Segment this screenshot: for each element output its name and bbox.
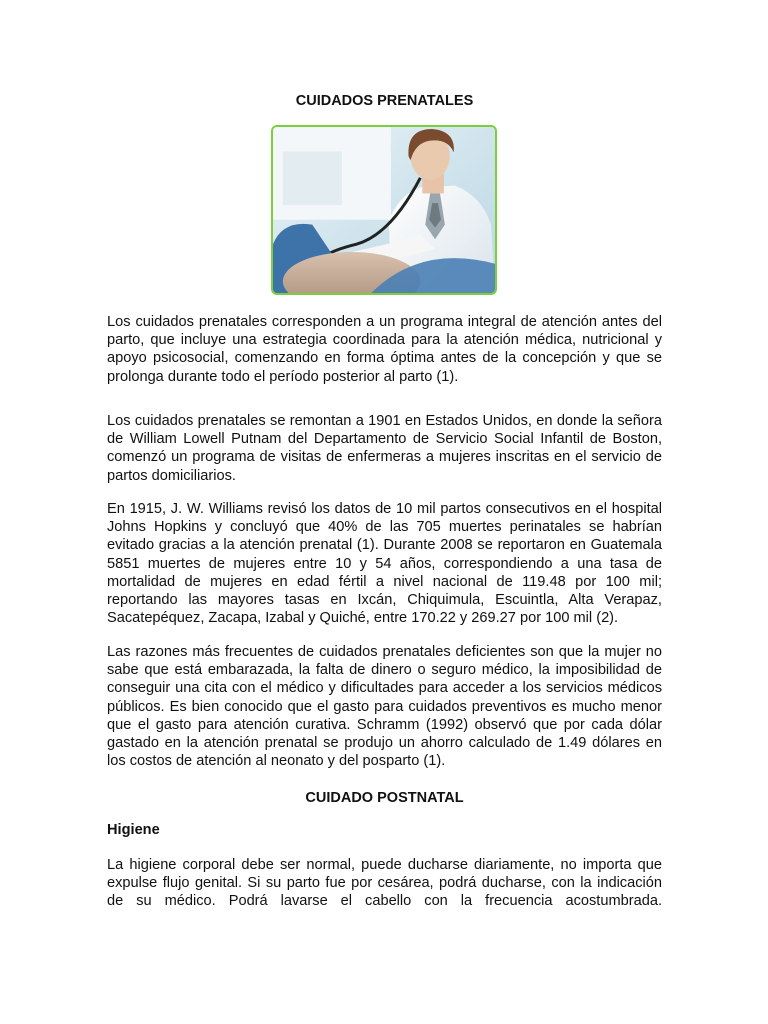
section-title-postnatal: CUIDADO POSTNATAL: [305, 790, 464, 806]
paragraph-4: Las razones más frecuentes de cuidados prenatales deficientes son que la mujer no sabe que está embarazada, la falta de dinero o seguro médico, la imposibilidad de conseguir una cita con el médico y dificultades para acceder a los servicios médicos públicos. Es bien conocido que el gasto para cuidados preventivos es mucho menor que el gasto para atención curativa. Schramm (1992) observó que por cada dólar gastado en la atención prenatal se produjo un ahorro calculado de 1.49 dólares en los costos de atención al neonato y del posparto (1).: [107, 644, 662, 770]
subheading-higiene: Higiene: [107, 822, 160, 838]
doctor-stethoscope-photo: [271, 125, 497, 295]
paragraph-3: En 1915, J. W. Williams revisó los datos de 10 mil partos consecutivos en el hospital Johns Hopkins y concluyó que 40% de las 705 muertes perinatales se habrían evitado gracias a la atención prenatal (1). Durante 2008 se reportaron en Guatemala 5851 muertes de mujeres entre 10 y 54 años, correspondiendo a una tasa de mortalidad de mujeres en edad fértil a nivel nacional de 119.48 por 100 mil; reportando las mayores tasas en Ixcán, Chiquimula, Escuintla, Alta Verapaz, Sacatepéquez, Zacapa, Izabal y Quiché, entre 170.22 y 269.27 por 100 mil (2).: [107, 501, 662, 627]
paragraph-2: Los cuidados prenatales se remontan a 1901 en Estados Unidos, en donde la señora de William Lowell Putnam del Departamento de Servicio Social Infantil de Boston, comenzó un programa de visitas de enfermeras a mujeres inscritas en el servicio de partos domiciliarios.: [107, 413, 662, 484]
paragraph-1: Los cuidados prenatales corresponden a un programa integral de atención antes del parto, que incluye una estrategia coordinada para la atención médica, nutricional y apoyo psicosocial, comenzando en forma óptima antes de la concepción y que se prolonga durante todo el período posterior al parto (1).: [107, 314, 662, 385]
page-title: CUIDADOS PRENATALES: [295, 93, 474, 109]
paragraph-higiene: La higiene corporal debe ser normal, puede ducharse diariamente, no importa que expulse flujo genital. Si su parto fue por cesárea, podrá ducharse, con la indicación de su médico. Podrá lavarse el cabello con la frecuencia acostumbrada.: [107, 857, 662, 910]
